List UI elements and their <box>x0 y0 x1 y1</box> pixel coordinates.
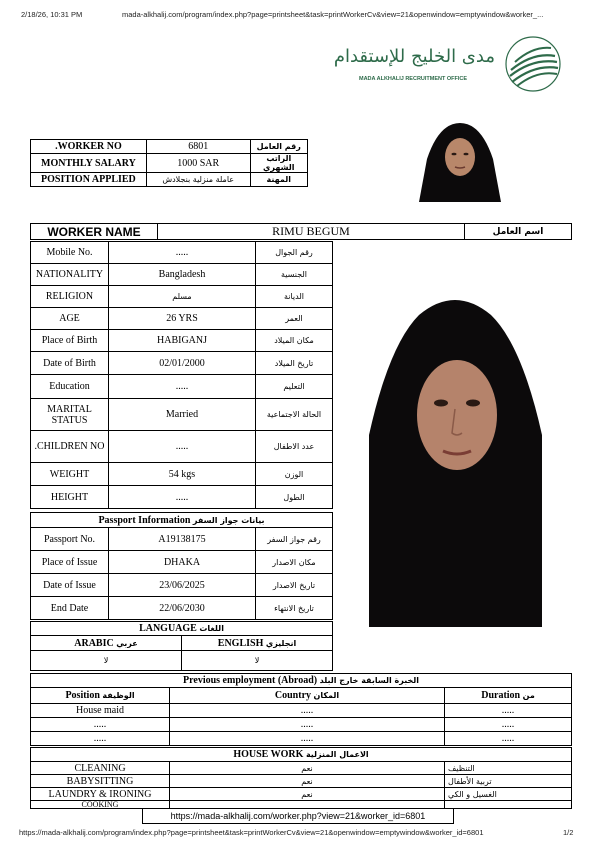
worker-no-label: .WORKER NO <box>31 140 147 154</box>
worker-photo-large <box>369 285 542 627</box>
housework-label: COOKING <box>31 801 170 809</box>
detail-label: HEIGHT <box>31 486 109 509</box>
details-table <box>30 241 333 509</box>
housework-value: نعم <box>170 775 445 788</box>
logo-emblem-icon <box>503 34 563 94</box>
passport-label: End Date <box>31 597 109 620</box>
detail-label-ar: عدد الاطفال <box>256 431 333 463</box>
housework-label-ar: تربية الأطفال <box>445 775 572 788</box>
detail-label: Place of Birth <box>31 330 109 352</box>
detail-label-ar: الجنسية <box>256 264 333 286</box>
detail-label-ar: التعليم <box>256 375 333 399</box>
passport-table <box>30 512 333 620</box>
salary-value: 1000 SAR <box>146 154 250 173</box>
page-number: 1/2 <box>563 828 574 837</box>
worker-photo-small <box>409 119 511 202</box>
detail-label: Education <box>31 375 109 399</box>
housework-value: نعم <box>170 762 445 775</box>
duration-header: Duration من <box>445 688 572 704</box>
housework-label: CLEANING <box>31 762 170 775</box>
housework-label-ar <box>445 801 572 809</box>
employment-position: ..... <box>31 732 170 746</box>
employment-position: House maid <box>31 704 170 718</box>
position-label: POSITION APPLIED <box>31 173 147 187</box>
employment-table <box>30 673 572 746</box>
detail-label-ar: رقم الجوال <box>256 242 333 264</box>
employment-duration: ..... <box>445 732 572 746</box>
housework-label-ar: التنظيف <box>445 762 572 775</box>
detail-label: WEIGHT <box>31 463 109 486</box>
employment-title: Previous employment (Abroad) الخبرة السابقة خارج البلد <box>31 674 572 688</box>
english-label: ENGLISH انجليزي <box>182 636 333 651</box>
language-title: LANGUAGE اللغات <box>31 622 333 636</box>
detail-label: RELIGION <box>31 286 109 308</box>
worker-name-table <box>30 223 572 240</box>
detail-label: NATIONALITY <box>31 264 109 286</box>
position-header: Position الوظيفة <box>31 688 170 704</box>
housework-label-ar: الغسيل و الكي <box>445 788 572 801</box>
detail-label-ar: العمر <box>256 308 333 330</box>
print-datetime: 2/18/26, 10:31 PM <box>21 10 83 19</box>
detail-label-ar: الطول <box>256 486 333 509</box>
passport-label: Passport No. <box>31 528 109 551</box>
arabic-value: لا <box>31 651 182 671</box>
worker-no-value: 6801 <box>146 140 250 154</box>
detail-label: Mobile No. <box>31 242 109 264</box>
passport-label-ar: تاريخ الانتهاء <box>256 597 333 620</box>
country-header: Country المكان <box>170 688 445 704</box>
detail-label-ar: مكان الميلاد <box>256 330 333 352</box>
language-table <box>30 621 333 671</box>
detail-value: HABIGANJ <box>109 330 256 352</box>
passport-value: 22/06/2030 <box>109 597 256 620</box>
worker-name-value: RIMU BEGUM <box>158 224 465 240</box>
detail-label: Date of Birth <box>31 352 109 375</box>
worker-name-label-ar: اسم العامل <box>465 224 572 240</box>
housework-label: BABYSITTING <box>31 775 170 788</box>
passport-label-ar: رقم جواز السفر <box>256 528 333 551</box>
detail-value: 02/01/2000 <box>109 352 256 375</box>
detail-value: مسلم <box>109 286 256 308</box>
housework-title: HOUSE WORK الاعمال المنزلية <box>31 748 572 762</box>
worker-no-label-ar: رقم العامل <box>250 140 307 154</box>
passport-title: Passport Information بيانات جواز السفر <box>31 513 333 528</box>
detail-label-ar: تاريخ الميلاد <box>256 352 333 375</box>
housework-label: LAUNDRY & IRONING <box>31 788 170 801</box>
detail-value: ..... <box>109 486 256 509</box>
logo-english: MADA ALKHALIJ RECRUITMENT OFFICE <box>359 76 468 82</box>
employment-duration: ..... <box>445 718 572 732</box>
detail-label-ar: الديانة <box>256 286 333 308</box>
passport-value: DHAKA <box>109 551 256 574</box>
detail-value: Bangladesh <box>109 264 256 286</box>
employment-country: ..... <box>170 718 445 732</box>
housework-value: نعم <box>170 788 445 801</box>
passport-label: Place of Issue <box>31 551 109 574</box>
logo-arabic: مدى الخليج للإستقدام <box>333 46 495 67</box>
employment-country: ..... <box>170 704 445 718</box>
detail-value: ..... <box>109 242 256 264</box>
passport-label-ar: تاريخ الاصدار <box>256 574 333 597</box>
arabic-label: ARABIC عربي <box>31 636 182 651</box>
detail-label-ar: الوزن <box>256 463 333 486</box>
passport-value: 23/06/2025 <box>109 574 256 597</box>
salary-label: MONTHLY SALARY <box>31 154 147 173</box>
detail-label-ar: الحالة الاجتماعية <box>256 399 333 431</box>
detail-label: MARITAL STATUS <box>31 399 109 431</box>
housework-table <box>30 747 572 809</box>
detail-value: Married <box>109 399 256 431</box>
detail-value: ..... <box>109 375 256 399</box>
detail-value: 54 kgs <box>109 463 256 486</box>
footer-url: https://mada-alkhalij.com/program/index.php?page=printsheet&task=printWorkerCv&view=21&openwindow=emptywindow&worker_id=6801 <box>19 828 484 837</box>
company-logo <box>333 40 565 100</box>
profile-url[interactable]: https://mada-alkhalij.com/worker.php?view=21&worker_id=6801 <box>142 808 454 824</box>
detail-label: AGE <box>31 308 109 330</box>
passport-value: A19138175 <box>109 528 256 551</box>
print-url: mada-alkhalij.com/program/index.php?page=printsheet&task=printWorkerCv&view=21&openwindow=emptywindow&worker_... <box>122 10 544 19</box>
worker-name-label: WORKER NAME <box>31 224 158 240</box>
detail-label: .CHILDREN NO <box>31 431 109 463</box>
passport-label-ar: مكان الاصدار <box>256 551 333 574</box>
employment-country: ..... <box>170 732 445 746</box>
english-value: لا <box>182 651 333 671</box>
detail-value: ..... <box>109 431 256 463</box>
employment-position: ..... <box>31 718 170 732</box>
detail-value: 26 YRS <box>109 308 256 330</box>
position-label-ar: المهنة <box>250 173 307 187</box>
salary-label-ar: الراتب الشهري <box>250 154 307 173</box>
summary-table <box>30 139 308 187</box>
position-value: عاملة منزلية بنجلادش <box>146 173 250 187</box>
passport-label: Date of Issue <box>31 574 109 597</box>
employment-duration: ..... <box>445 704 572 718</box>
